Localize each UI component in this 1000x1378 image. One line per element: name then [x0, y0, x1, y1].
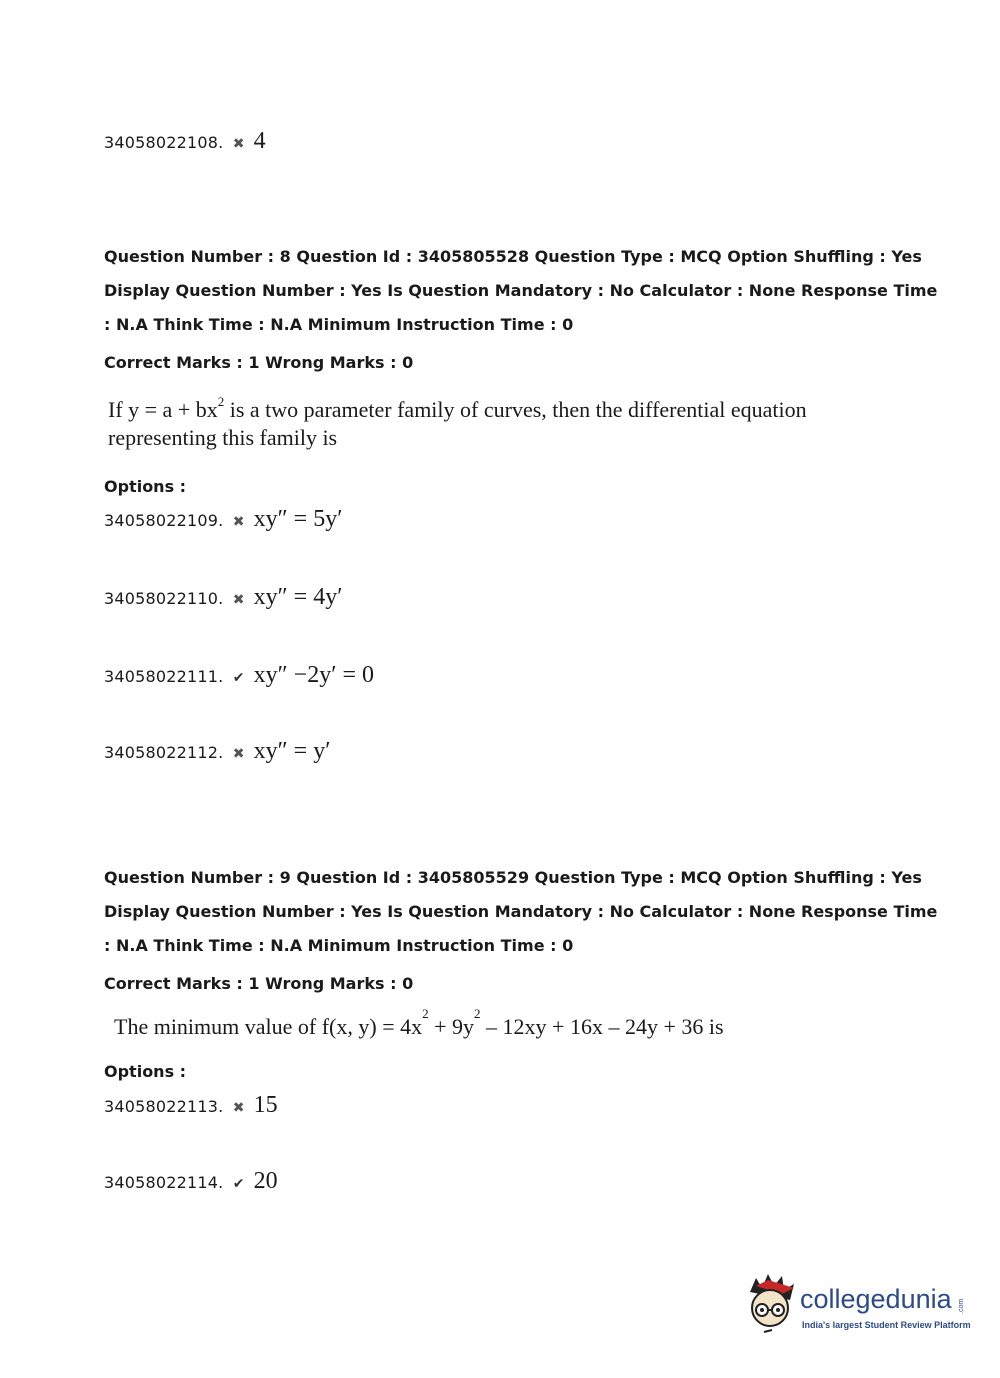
- question-8-marks: Correct Marks : 1 Wrong Marks : 0: [104, 353, 414, 372]
- meta-line: Display Question Number : Yes Is Question Mandatory : No Calculator : None Response Time: [104, 281, 938, 300]
- option-id: 34058022111.: [104, 667, 224, 686]
- cross-icon: ✖: [232, 1100, 245, 1116]
- question-8-text: If $y = a + bx^2$ is a two parameter family of curves, then the differential equation representing this family is: [108, 394, 807, 450]
- option-value: xy″ = 5y′: [253, 506, 343, 532]
- logo-suffix: .com: [958, 1298, 965, 1314]
- option-id: 34058022112.: [104, 743, 224, 762]
- option-id: 34058022113.: [104, 1097, 224, 1116]
- meta-line: : N.A Think Time : N.A Minimum Instruction Time : 0: [104, 936, 574, 955]
- meta-line: Question Number : 8 Question Id : 3405805528 Question Type : MCQ Option Shuffling : Yes: [104, 247, 922, 266]
- cross-icon: ✖: [232, 592, 245, 608]
- question-9-meta: [104, 861, 937, 963]
- check-icon: ✔: [232, 670, 245, 686]
- collegedunia-logo: [742, 1272, 972, 1342]
- option-value: 4: [253, 128, 266, 154]
- check-icon: ✔: [232, 1176, 245, 1192]
- cross-icon: ✖: [232, 514, 245, 530]
- question-9-marks: Correct Marks : 1 Wrong Marks : 0: [104, 974, 414, 993]
- option-row: [104, 738, 330, 765]
- option-value: 20: [253, 1168, 278, 1194]
- meta-line: : N.A Think Time : N.A Minimum Instruction Time : 0: [104, 315, 574, 334]
- mascot-icon: [742, 1272, 800, 1338]
- option-id: 34058022110.: [104, 589, 224, 608]
- option-row: [104, 662, 374, 689]
- option-id: 34058022108.: [104, 133, 224, 152]
- cross-icon: ✖: [232, 136, 245, 152]
- logo-name: collegedunia: [800, 1284, 952, 1314]
- option-value: 15: [253, 1092, 278, 1118]
- logo-tagline: India's largest Student Review Platform: [802, 1320, 971, 1330]
- option-row: [104, 1168, 278, 1195]
- options-label: Options :: [104, 477, 187, 496]
- option-id: 34058022109.: [104, 511, 224, 530]
- option-value: xy″ = y′: [253, 738, 331, 764]
- option-value: xy″ −2y′ = 0: [253, 662, 374, 688]
- meta-line: Display Question Number : Yes Is Question Mandatory : No Calculator : None Response Time: [104, 902, 938, 921]
- question-9-text: The minimum value of f(x, $y) = 4x^2 + 9y^2 - 12xy + 16x - 24y + 36$ is: [114, 1006, 724, 1039]
- question-8-meta: [104, 240, 937, 342]
- option-row: [104, 1092, 278, 1119]
- options-label: Options :: [104, 1062, 187, 1081]
- option-value: xy″ = 4y′: [253, 584, 343, 610]
- option-id: 34058022114.: [104, 1173, 224, 1192]
- cross-icon: ✖: [232, 746, 245, 762]
- meta-line: Question Number : 9 Question Id : 3405805529 Question Type : MCQ Option Shuffling : Yes: [104, 868, 922, 887]
- option-row: [104, 584, 342, 611]
- option-row: [104, 128, 266, 155]
- option-row: [104, 506, 342, 533]
